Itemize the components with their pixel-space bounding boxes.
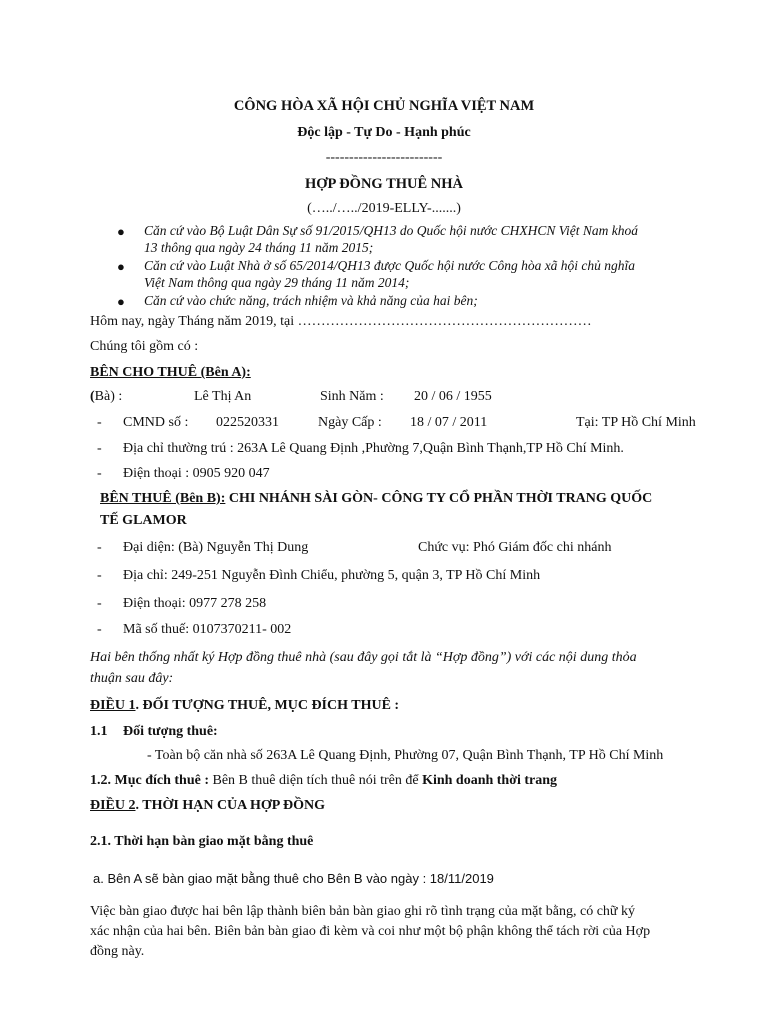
- dash-icon: -: [97, 415, 102, 430]
- separator: -------------------------: [325, 150, 443, 165]
- party-b-phone: Điện thoại: 0977 278 258: [123, 596, 267, 611]
- bullet-icon: ●: [117, 294, 125, 309]
- party-a-title: [90, 389, 122, 405]
- party-b-address: Địa chỉ: 249-251 Nguyễn Đình Chiểu, phường 5, quận 3, TP Hồ Chí Minh: [123, 568, 541, 583]
- contract-number: (…../…../2019-ELLY-.......): [307, 201, 461, 216]
- party-a-title-text: Bà) :: [94, 389, 123, 404]
- party-a-id-label: CMND số :: [123, 415, 189, 430]
- party-a-dob: 20 / 06 / 1955: [414, 389, 492, 404]
- dash-icon: -: [97, 622, 102, 637]
- article-1-heading: [90, 698, 399, 714]
- party-b-representative: Đại diện: (Bà) Nguyễn Thị Dung: [123, 540, 309, 555]
- party-a-heading: BÊN CHO THUÊ (Bên A):: [90, 365, 251, 380]
- basis-1-line-2: 13 thông qua ngày 24 tháng 11 năm 2015;: [144, 240, 374, 255]
- party-a-phone: Điện thoại : 0905 920 047: [123, 466, 270, 481]
- basis-2-line-1: Căn cứ vào Luật Nhà ở số 65/2014/QH13 được Quốc hội nước Công hòa xã hội chủ nghĩa: [144, 258, 636, 273]
- party-a-name: Lê Thị An: [194, 389, 252, 404]
- party-b-company-line-2: TẾ GLAMOR: [100, 513, 187, 528]
- agreement-line-1: Hai bên thống nhất ký Hợp đồng thuê nhà (sau đây gọi tắt là “Hợp đồng”) với các nội dung thỏa: [90, 650, 637, 665]
- party-b-heading-line: [100, 491, 652, 507]
- dash-icon: -: [97, 596, 102, 611]
- dash-icon: -: [97, 568, 102, 583]
- section-1-1-number: 1.1: [90, 724, 108, 739]
- party-a-address: Địa chỉ thường trú : 263A Lê Quang Định ,Phường 7,Quận Bình Thạnh,TP Hồ Chí Minh.: [123, 441, 624, 456]
- party-b-heading: BÊN THUÊ (Bên B):: [100, 491, 226, 506]
- section-1-2-purpose: Kinh doanh thời trang: [422, 773, 558, 788]
- party-a-id: 022520331: [216, 415, 279, 430]
- party-a-dob-label: Sinh Năm :: [320, 389, 384, 404]
- basis-2-line-2: Việt Nam thông qua ngày 29 tháng 11 năm 2014;: [144, 275, 410, 290]
- party-a-issue-date: 18 / 07 / 2011: [410, 415, 488, 430]
- contract-title: HỢP ĐỒNG THUÊ NHÀ: [304, 176, 464, 192]
- article-1-label: ĐIỀU 1: [90, 698, 136, 713]
- party-b-tax-code: Mã số thuế: 0107370211- 002: [123, 622, 292, 637]
- party-a-issue-label: Ngày Cấp :: [318, 415, 382, 430]
- article-1-title: . ĐỐI TƯỢNG THUÊ, MỤC ĐÍCH THUÊ :: [135, 698, 400, 713]
- dash-icon: -: [97, 466, 102, 481]
- article-2-label: ĐIỀU 2: [90, 798, 136, 813]
- article-2-title: . THỜI HẠN CỦA HỢP ĐỒNG: [135, 798, 326, 813]
- section-1-1-title: Đối tượng thuê:: [123, 724, 218, 739]
- nation-title: CÔNG HÒA XÃ HỘI CHỦ NGHĨA VIỆT NAM: [233, 98, 535, 114]
- section-1-2-title: 1.2. Mục đích thuê :: [90, 773, 209, 788]
- handover-para-line-2: xác nhận của hai bên. Biên bản bàn giao đi kèm và coi như một bộ phận không thể tách rời của Hợp: [90, 924, 651, 939]
- we-are-line: Chúng tôi gồm có :: [90, 339, 199, 354]
- handover-para-line-3: đồng này.: [90, 944, 145, 959]
- party-b-company-line-1: CHI NHÁNH SÀI GÒN- CÔNG TY CỔ PHẦN THỜI TRANG QUỐC: [225, 491, 653, 506]
- section-1-2-body: Bên B thuê diện tích thuê nói trên để: [209, 773, 423, 788]
- section-2-1-item-a: a. Bên A sẽ bàn giao mặt bằng thuê cho Bên B vào ngày : 18/11/2019: [93, 871, 494, 886]
- party-a-title-paren: (: [90, 389, 95, 404]
- bullet-icon: ●: [117, 224, 125, 239]
- motto: Độc lập - Tự Do - Hạnh phúc: [297, 125, 471, 140]
- dash-icon: -: [97, 540, 102, 555]
- basis-3-line-1: Căn cứ vào chức năng, trách nhiệm và khả năng của hai bên;: [144, 293, 478, 308]
- dash-icon: -: [97, 441, 102, 456]
- party-a-issue-place: Tại: TP Hồ Chí Minh: [576, 415, 696, 430]
- section-1-2: [90, 773, 557, 789]
- party-b-position: Chức vụ: Phó Giám đốc chi nhánh: [418, 540, 612, 555]
- date-line: Hôm nay, ngày Tháng năm 2019, tại ………………………………………………………: [90, 314, 592, 329]
- article-2-heading: [90, 798, 325, 814]
- agreement-line-2: thuận sau đây:: [90, 671, 174, 686]
- handover-para-line-1: Việc bàn giao được hai bên lập thành biên bản bàn giao ghi rõ tình trạng của mặt bằng, có chữ ký: [90, 904, 636, 919]
- basis-1-line-1: Căn cứ vào Bộ Luật Dân Sự số 91/2015/QH13 do Quốc hội nước CHXHCN Việt Nam khoá: [144, 223, 639, 238]
- section-2-1-title: 2.1. Thời hạn bàn giao mặt bằng thuê: [90, 834, 314, 849]
- section-1-1-body: - Toàn bộ căn nhà số 263A Lê Quang Định, Phường 07, Quận Bình Thạnh, TP Hồ Chí Minh: [147, 748, 664, 763]
- bullet-icon: ●: [117, 259, 125, 274]
